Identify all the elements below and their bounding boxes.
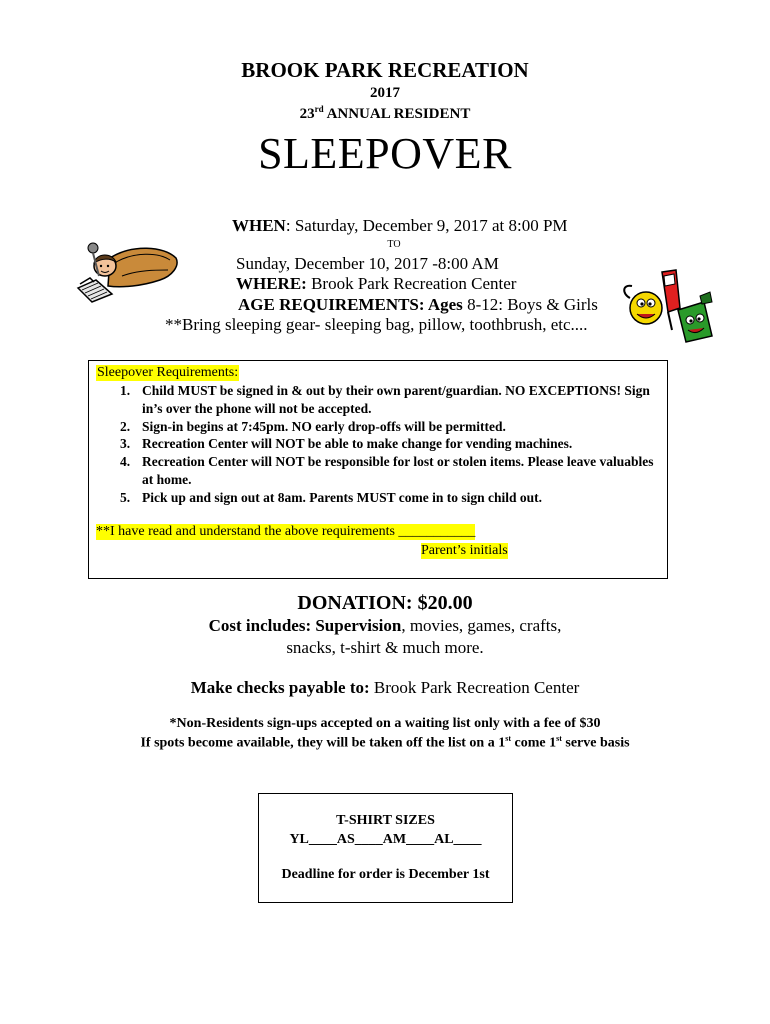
item-text: Recreation Center will NOT be able to make change for vending machines. (142, 436, 573, 452)
checks-label: Make checks payable to: (190, 678, 370, 697)
item-text: Sign-in begins at 7:45pm. NO early drop-offs will be permitted. (142, 418, 506, 434)
spots-sup-2: st (556, 734, 562, 743)
when-value: : Saturday, December 9, 2017 at 8:00 PM (285, 216, 568, 235)
cost-line-2: snacks, t-shirt & much more. (286, 638, 484, 657)
item-text: Child MUST be signed in & out by their own parent/guardian. NO EXCEPTIONS! Sign in’s over the phone will not be accepted. (142, 383, 650, 416)
tshirt-title: T-SHIRT SIZES (336, 813, 435, 828)
item-text: Pick up and sign out at 8am. Parents MUST come in to sign child out. (142, 489, 543, 505)
list-item (112, 418, 662, 436)
tshirt-sizes: YL____AS____AM____AL____ (289, 832, 482, 847)
cost-label: Cost includes: Supervision (208, 616, 402, 635)
annual-line (0, 104, 770, 123)
cost-rest: , movies, games, crafts, (401, 616, 562, 635)
annual-ordinal: 23 (299, 106, 315, 122)
annual-suffix: rd (314, 104, 324, 114)
list-item (112, 435, 662, 453)
spots-text-b: come 1 (511, 735, 557, 751)
end-line: Sunday, December 10, 2017 -8:00 AM (236, 254, 499, 273)
nonresident-line-2 (0, 734, 770, 752)
item-text: Recreation Center will NOT be responsible for lost or stolen items. Please leave valuables at home. (142, 454, 654, 487)
parent-initials-label: Parent’s initials (421, 543, 508, 558)
annual-rest: ANNUAL RESIDENT (326, 106, 471, 122)
spots-text-c: serve basis (561, 735, 630, 751)
donation-amount: DONATION: $20.00 (297, 592, 473, 614)
when-label: WHEN (232, 216, 286, 235)
tshirt-box (258, 793, 513, 903)
bring-line: **Bring sleeping gear- sleeping bag, pillow, toothbrush, etc.... (165, 315, 588, 334)
cost-line-1 (0, 616, 770, 636)
spots-sup-1: st (505, 734, 511, 743)
list-item (112, 453, 662, 489)
spots-text-a: If spots become available, they will be taken off the list on a 1 (140, 735, 506, 751)
age-line (238, 295, 598, 315)
checks-value: Brook Park Recreation Center (369, 678, 580, 697)
item-number: 1. (120, 383, 131, 398)
where-line (236, 274, 516, 294)
item-number: 2. (120, 418, 131, 434)
acknowledgement-line: **I have read and understand the above requirements ___________ (96, 524, 476, 539)
toothbrush-and-toothpaste-characters-icon (618, 268, 716, 344)
age-label: AGE REQUIREMENTS: Ages (238, 295, 463, 314)
requirements-title: Sleepover Requirements: (97, 365, 239, 380)
item-number: 5. (120, 489, 131, 505)
where-value: Brook Park Recreation Center (306, 274, 517, 293)
list-item (112, 382, 662, 418)
tshirt-deadline: Deadline for order is December 1st (281, 867, 490, 882)
checks-line (0, 678, 770, 698)
item-number: 3. (120, 436, 131, 452)
event-year: 2017 (370, 85, 400, 101)
to-label: TO (387, 239, 401, 250)
where-label: WHERE: (236, 274, 307, 293)
age-value: 8-12: Boys & Girls (462, 295, 598, 314)
list-item (112, 489, 662, 507)
org-title: BROOK PARK RECREATION (241, 58, 529, 82)
requirements-list (112, 382, 662, 507)
item-number: 4. (120, 454, 131, 470)
nonresident-line-1: *Non-Residents sign-ups accepted on a waiting list only with a fee of $30 (169, 716, 601, 731)
event-title: SLEEPOVER (258, 129, 512, 178)
when-line (232, 216, 568, 236)
child-in-sleeping-bag-icon (72, 236, 180, 304)
